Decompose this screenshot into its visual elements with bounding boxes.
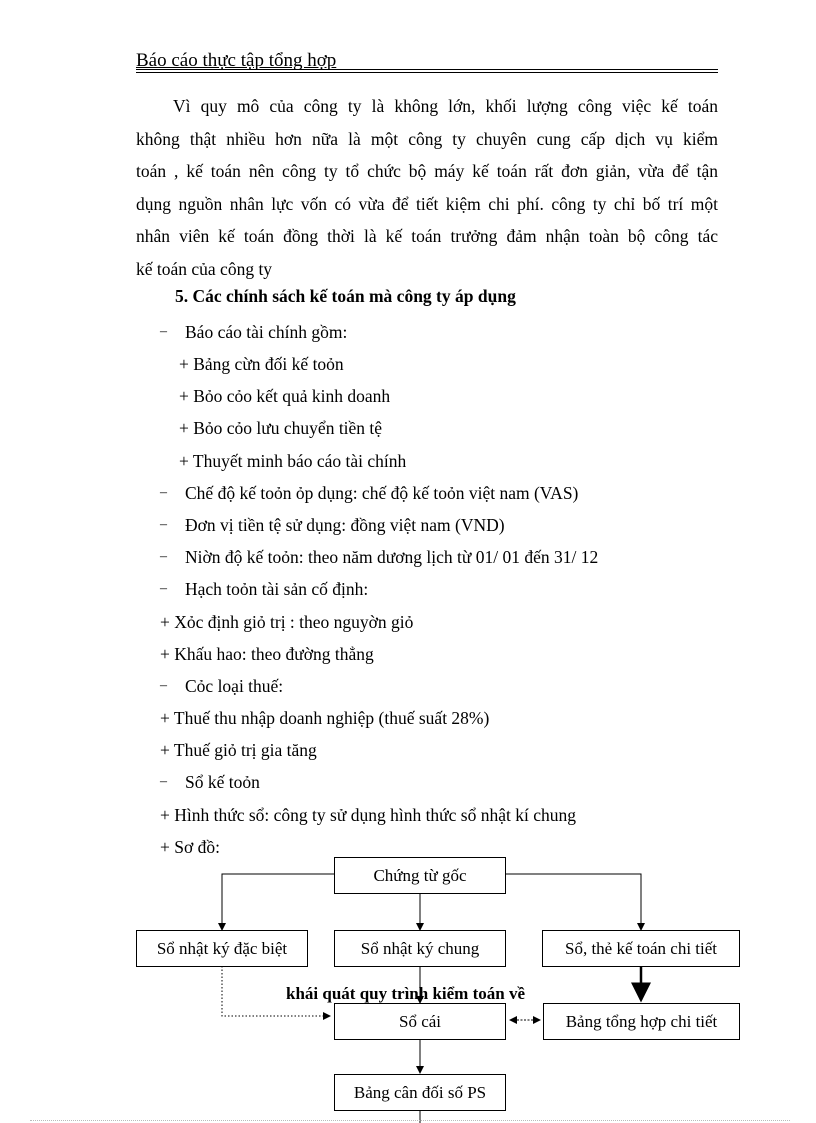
intro-line: toán , kế toán nên công ty tổ chức bộ máy kế toán rất đơn giản, vừa để tận [136,161,718,181]
report-item: + Thuyết minh báo cáo tài chính [179,451,407,471]
diagram-label: + Sơ đồ: [160,837,220,857]
bullet-dash-icon: – [160,517,167,532]
valuation-method: + Xỏc định giỏ trị : theo nguyờn giỏ [160,612,414,632]
intro-line: không thật nhiều hơn nữa là một công ty chuyên cung cấp dịch vụ kiểm [136,128,718,149]
node-trial-balance: Bảng cân đối số PS [334,1074,506,1111]
intro-line: nhân viên kế toán đồng thời là kế toán trưởng đảm nhận toàn bộ công tác [136,226,718,246]
depreciation-method: + Khấu hao: theo đường thẳng [160,644,374,664]
tax-income: + Thuế thu nhập doanh nghiệp (thuế suất 28%) [160,708,490,728]
bullet-dash-icon: – [160,678,167,693]
node-detail-ledger: Sổ, thẻ kế toán chi tiết [542,930,740,967]
bullet-dash-icon: – [160,774,167,789]
fiscal-year: Niờn độ kế toỏn: theo năm dương lịch từ 01/ 01 đến 31/ 12 [185,547,599,567]
intro-line: dụng nguồn nhân lực vốn có vừa để tiết kiệm chi phí. công ty chỉ bố trí một [136,193,718,214]
section-heading: 5. Các chính sách kế toán mà công ty áp dụng [175,286,516,306]
node-general-ledger: Sổ cái [334,1003,506,1040]
report-label: Báo cáo tài chính gồm: [185,322,348,342]
bullet-dash-icon: – [160,485,167,500]
bullet-dash-icon: – [160,324,167,339]
fixed-assets-label: Hạch toỏn tài sản cố định: [185,579,369,599]
connector-line [505,874,641,930]
node-special-journal: Sổ nhật ký đặc biệt [136,930,308,967]
connector-line [222,874,334,930]
tax-vat: + Thuế giỏ trị gia tăng [160,740,317,760]
node-source-documents: Chứng từ gốc [334,857,506,894]
report-item: + Bỏo cỏo lưu chuyển tiền tệ [179,418,383,438]
books-label: Sổ kế toỏn [185,772,260,792]
page-bottom-divider [30,1120,790,1121]
intro-line: kế toán của công ty [136,258,273,279]
books-form: + Hình thức sổ: công ty sử dụng hình thức sổ nhật kí chung [160,805,577,825]
bullet-dash-icon: – [160,549,167,564]
currency-unit: Đơn vị tiền tệ sử dụng: đồng việt nam (VND) [185,515,505,535]
node-detail-summary: Bảng tổng hợp chi tiết [543,1003,740,1040]
report-item: + Bảng cừn đối kế toỏn [179,354,344,374]
node-general-journal: Sổ nhật ký chung [334,930,506,967]
taxes-label: Cỏc loại thuế: [185,676,284,696]
overlay-caption: khái quát quy trình kiểm toán về [286,984,525,1003]
accounting-regime: Chế độ kế toỏn ỏp dụng: chế độ kế toỏn việt nam (VAS) [185,483,579,503]
bullet-dash-icon: – [160,581,167,596]
intro-line: Vì quy mô của công ty là không lớn, khối lượng công việc kế toán [173,96,718,116]
page-header-title: Báo cáo thực tập tổng hợp [136,50,337,71]
report-item: + Bỏo cỏo kết quả kinh doanh [179,386,391,406]
